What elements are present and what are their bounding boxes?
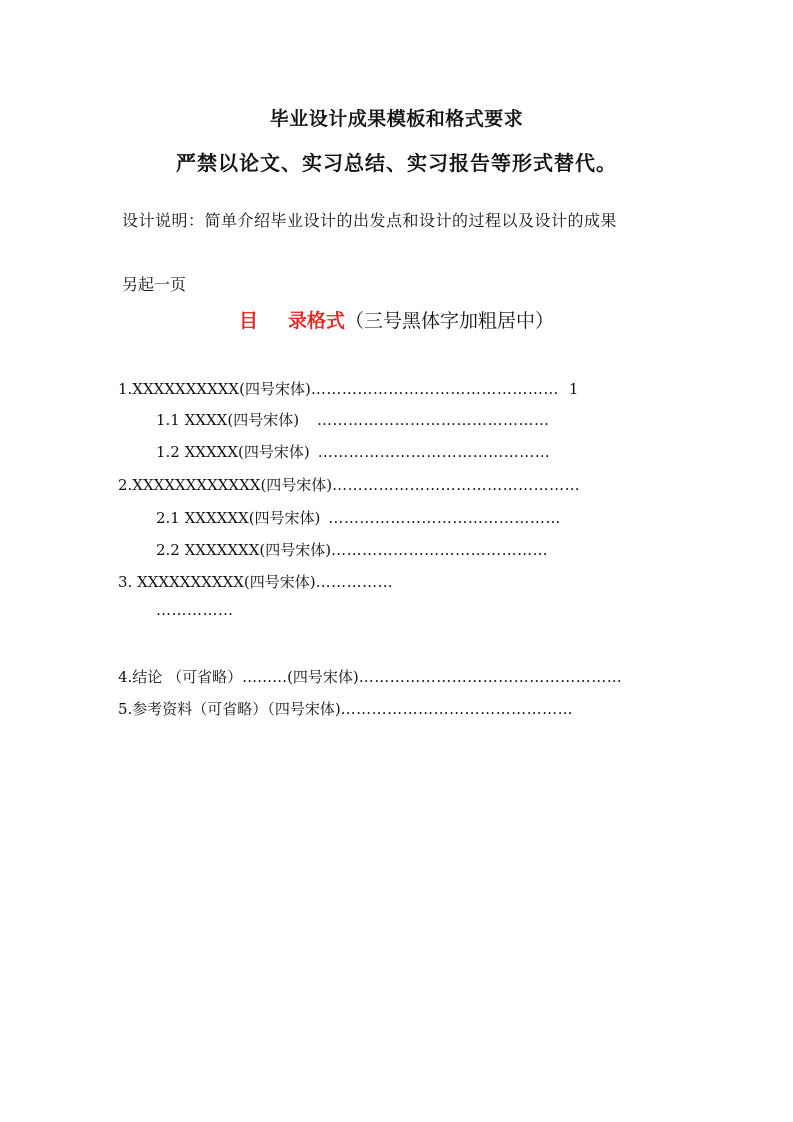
design-description: 设计说明：简单介绍毕业设计的出发点和设计的过程以及设计的成果 — [122, 211, 618, 230]
toc-entry-2-1 — [156, 507, 561, 528]
toc-entry-1-2 — [156, 441, 550, 462]
toc-entry-text: 2.2 XXXXXXX(四号宋体) — [156, 541, 332, 559]
toc-leader-dots: …………… — [315, 573, 394, 591]
toc-entry-text: 5.参考资料（可省略）（四号宋体) — [118, 700, 341, 718]
toc-heading-red: 录格式 — [287, 310, 345, 332]
toc-entry-text: 1.2 XXXXX(四号宋体) — [156, 443, 310, 461]
toc-leader-dots: ………………………………………… — [310, 380, 559, 398]
toc-leader-dots: ……………………………………… — [340, 700, 574, 718]
toc-heading-char: 目 — [238, 310, 258, 332]
toc-entry-5 — [118, 698, 573, 719]
toc-entry-2 — [118, 474, 580, 495]
toc-entry-3 — [118, 571, 393, 592]
toc-heading — [0, 306, 793, 333]
new-page-note: 另起一页 — [122, 275, 187, 294]
toc-entry-2-2 — [156, 539, 548, 560]
toc-entry-text: 4.结论 （可省略）………(四号宋体) — [118, 668, 359, 686]
document-title: 毕业设计成果模板和格式要求 — [269, 108, 524, 130]
toc-entry-text: 3. XXXXXXXXXX(四号宋体) — [118, 573, 316, 591]
toc-page-number: 1 — [568, 380, 579, 398]
toc-entry-text: 2.XXXXXXXXXXXX(四号宋体) — [118, 476, 333, 494]
toc-entry-1 — [118, 378, 578, 399]
toc-leader-dots: ………………………………………… — [332, 476, 581, 494]
toc-entry-1-1 — [156, 409, 550, 430]
toc-leader-dots: ……………………………………… — [328, 509, 561, 527]
toc-entry-4 — [118, 666, 622, 687]
toc-entry-text: 1.XXXXXXXXXX(四号宋体) — [118, 380, 311, 398]
toc-heading-note: （三号黑体字加粗居中） — [345, 310, 555, 332]
toc-leader-dots: …………………………………………… — [358, 668, 623, 686]
toc-entry-text: 2.1 XXXXXX(四号宋体) — [156, 509, 321, 527]
toc-entry-text: 1.1 XXXX(四号宋体) — [156, 411, 300, 429]
toc-entry-3-continuation — [156, 601, 234, 619]
document-subtitle: 严禁以论文、实习总结、实习报告等形式替代。 — [176, 151, 617, 175]
toc-leader-dots: …………………………………… — [331, 541, 549, 559]
toc-leader-dots: ……………………………………… — [317, 411, 550, 429]
toc-leader-dots: ……………………………………… — [317, 443, 551, 461]
toc-leader-dots: …………… — [156, 601, 234, 619]
